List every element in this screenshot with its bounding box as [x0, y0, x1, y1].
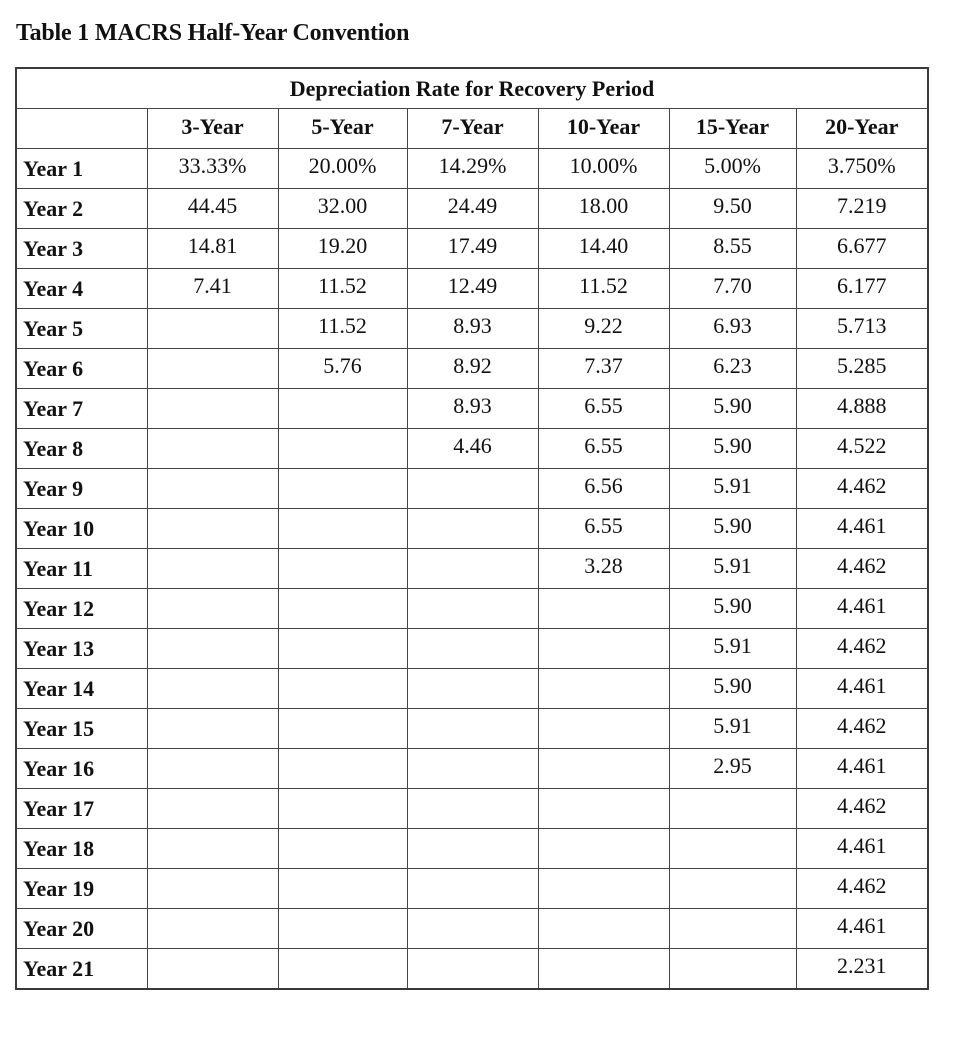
- rate-cell: [538, 669, 669, 709]
- table-row: [16, 309, 928, 349]
- rate-cell: [278, 389, 407, 429]
- column-header: [669, 109, 796, 149]
- column-header: [538, 109, 669, 149]
- rate-cell: [407, 829, 538, 869]
- row-label: Year 19: [16, 869, 147, 909]
- rate-cell: [796, 269, 928, 309]
- rate-cell: [407, 269, 538, 309]
- rate-cell: [278, 509, 407, 549]
- rate-cell: [796, 829, 928, 869]
- table-row: [16, 589, 928, 629]
- rate-value: 3.750%: [827, 152, 896, 178]
- table-row: [16, 749, 928, 789]
- table-row: [16, 949, 928, 990]
- rate-value: 6.55: [584, 392, 623, 418]
- rate-value: 10.00%: [569, 152, 638, 178]
- column-header-label: 15-Year: [695, 113, 770, 139]
- rate-value: 8.55: [713, 232, 752, 258]
- rate-value: 4.462: [837, 792, 887, 818]
- rate-cell: [669, 189, 796, 229]
- rate-cell: [669, 909, 796, 949]
- rate-cell: [669, 269, 796, 309]
- rate-cell: [147, 549, 278, 589]
- table-row: [16, 669, 928, 709]
- rate-cell: [147, 309, 278, 349]
- rate-cell: [538, 709, 669, 749]
- rate-cell: [407, 389, 538, 429]
- rate-cell: [278, 949, 407, 990]
- rate-value: 6.55: [584, 512, 623, 538]
- rate-value: 7.70: [713, 272, 752, 298]
- rate-cell: [147, 189, 278, 229]
- rate-cell: [147, 949, 278, 990]
- rate-value: 4.461: [837, 592, 887, 618]
- row-label: Year 17: [16, 789, 147, 829]
- rate-cell: [147, 789, 278, 829]
- rate-value: 12.49: [447, 272, 498, 298]
- rate-value: 14.40: [578, 232, 629, 258]
- rate-value: 7.37: [584, 352, 623, 378]
- column-header-row: [16, 109, 928, 149]
- rate-value: 14.81: [187, 232, 238, 258]
- rate-cell: [796, 589, 928, 629]
- rate-value: 11.52: [579, 272, 628, 298]
- rate-value: 6.177: [837, 272, 887, 298]
- rate-value: 11.52: [318, 272, 367, 298]
- rate-cell: [796, 509, 928, 549]
- rate-cell: [147, 429, 278, 469]
- rate-cell: [796, 349, 928, 389]
- rate-cell: [147, 269, 278, 309]
- rate-value: 5.91: [713, 632, 752, 658]
- rate-cell: [669, 869, 796, 909]
- rate-cell: [147, 149, 278, 189]
- rate-cell: [669, 429, 796, 469]
- table-row: [16, 269, 928, 309]
- rate-value: 4.461: [837, 672, 887, 698]
- rate-cell: [669, 149, 796, 189]
- rate-cell: [407, 669, 538, 709]
- rate-cell: [278, 349, 407, 389]
- rate-cell: [538, 869, 669, 909]
- rate-cell: [538, 469, 669, 509]
- table-caption: Table 1 MACRS Half-Year Convention: [16, 20, 410, 46]
- rate-cell: [407, 869, 538, 909]
- table-row: [16, 349, 928, 389]
- rate-cell: [796, 909, 928, 949]
- rate-cell: [278, 469, 407, 509]
- rate-value: 18.00: [578, 192, 629, 218]
- rate-cell: [147, 389, 278, 429]
- rate-value: 8.92: [453, 352, 492, 378]
- rate-cell: [278, 749, 407, 789]
- rate-cell: [669, 309, 796, 349]
- rate-cell: [407, 549, 538, 589]
- rate-value: 4.461: [837, 512, 887, 538]
- row-label: Year 21: [16, 949, 147, 990]
- rate-value: 6.677: [837, 232, 887, 258]
- rate-cell: [538, 389, 669, 429]
- rate-value: 4.522: [837, 432, 887, 458]
- rate-cell: [669, 389, 796, 429]
- rate-cell: [407, 709, 538, 749]
- rate-cell: [147, 749, 278, 789]
- rate-value: 5.91: [713, 472, 752, 498]
- rate-value: 5.285: [837, 352, 887, 378]
- rate-value: 4.462: [837, 552, 887, 578]
- table-row: [16, 549, 928, 589]
- row-label: Year 6: [16, 349, 147, 389]
- column-header-blank: [16, 109, 147, 149]
- rate-cell: [407, 749, 538, 789]
- rate-cell: [538, 229, 669, 269]
- rate-cell: [796, 869, 928, 909]
- rate-cell: [407, 429, 538, 469]
- rate-cell: [538, 309, 669, 349]
- rate-value: 4.461: [837, 912, 887, 938]
- table-row: [16, 149, 928, 189]
- rate-cell: [669, 229, 796, 269]
- rate-value: 32.00: [317, 192, 368, 218]
- rate-cell: [796, 629, 928, 669]
- table-row: [16, 709, 928, 749]
- rate-cell: [407, 589, 538, 629]
- column-header-label: 20-Year: [825, 113, 899, 139]
- rate-value: 4.461: [837, 752, 887, 778]
- table-body: [16, 149, 928, 990]
- rate-cell: [278, 589, 407, 629]
- rate-value: 5.713: [837, 312, 887, 338]
- rate-cell: [147, 229, 278, 269]
- row-label: Year 13: [16, 629, 147, 669]
- rate-cell: [407, 909, 538, 949]
- table-row: [16, 189, 928, 229]
- rate-value: 5.00%: [704, 152, 761, 178]
- rate-cell: [538, 149, 669, 189]
- rate-value: 4.46: [453, 432, 492, 458]
- rate-cell: [669, 669, 796, 709]
- rate-cell: [538, 589, 669, 629]
- row-label: Year 12: [16, 589, 147, 629]
- rate-cell: [538, 949, 669, 990]
- column-header: [147, 109, 278, 149]
- rate-cell: [147, 509, 278, 549]
- row-label: Year 20: [16, 909, 147, 949]
- rate-cell: [407, 629, 538, 669]
- rate-cell: [278, 709, 407, 749]
- table-row: [16, 389, 928, 429]
- rate-value: 4.888: [837, 392, 887, 418]
- rate-value: 5.91: [713, 712, 752, 738]
- rate-value: 19.20: [317, 232, 368, 258]
- rate-value: 6.55: [584, 432, 623, 458]
- rate-value: 4.462: [837, 712, 887, 738]
- row-label: Year 9: [16, 469, 147, 509]
- rate-cell: [407, 349, 538, 389]
- rate-cell: [669, 949, 796, 990]
- row-label: Year 10: [16, 509, 147, 549]
- rate-cell: [538, 549, 669, 589]
- rate-value: 8.93: [453, 312, 492, 338]
- rate-cell: [796, 949, 928, 990]
- column-header: [407, 109, 538, 149]
- rate-cell: [147, 909, 278, 949]
- rate-cell: [278, 789, 407, 829]
- rate-value: 2.95: [713, 752, 752, 778]
- rate-cell: [669, 589, 796, 629]
- rate-cell: [278, 829, 407, 869]
- table-row: [16, 429, 928, 469]
- rate-value: 44.45: [187, 192, 238, 218]
- rate-cell: [669, 709, 796, 749]
- rate-cell: [538, 909, 669, 949]
- rate-cell: [796, 389, 928, 429]
- column-header: [796, 109, 928, 149]
- rate-cell: [538, 349, 669, 389]
- rate-cell: [147, 869, 278, 909]
- table-row: [16, 629, 928, 669]
- column-header-label: 3-Year: [181, 113, 244, 139]
- row-label: Year 7: [16, 389, 147, 429]
- rate-cell: [147, 589, 278, 629]
- super-header-row: [16, 68, 928, 109]
- rate-cell: [538, 629, 669, 669]
- rate-value: 24.49: [447, 192, 498, 218]
- rate-cell: [278, 549, 407, 589]
- rate-value: 5.76: [323, 352, 362, 378]
- rate-cell: [796, 189, 928, 229]
- rate-value: 4.462: [837, 632, 887, 658]
- rate-cell: [147, 669, 278, 709]
- table-row: [16, 829, 928, 869]
- rate-cell: [796, 149, 928, 189]
- rate-cell: [147, 829, 278, 869]
- row-label: Year 1: [16, 149, 147, 189]
- table-row: [16, 789, 928, 829]
- rate-cell: [407, 189, 538, 229]
- rate-cell: [407, 509, 538, 549]
- rate-cell: [407, 789, 538, 829]
- row-label: Year 14: [16, 669, 147, 709]
- rate-cell: [407, 149, 538, 189]
- rate-value: 5.90: [713, 392, 752, 418]
- rate-value: 11.52: [318, 312, 367, 338]
- column-header-label: 7-Year: [441, 113, 504, 139]
- rate-value: 6.56: [584, 472, 623, 498]
- row-label: Year 2: [16, 189, 147, 229]
- rate-cell: [278, 149, 407, 189]
- rate-cell: [669, 629, 796, 669]
- rate-value: 8.93: [453, 392, 492, 418]
- table-row: [16, 469, 928, 509]
- rate-cell: [669, 349, 796, 389]
- row-label: Year 11: [16, 549, 147, 589]
- rate-value: 5.90: [713, 432, 752, 458]
- rate-value: 7.41: [193, 272, 232, 298]
- table-row: [16, 229, 928, 269]
- row-label: Year 8: [16, 429, 147, 469]
- rate-cell: [407, 469, 538, 509]
- rate-value: 20.00%: [308, 152, 377, 178]
- rate-cell: [538, 789, 669, 829]
- rate-value: 5.90: [713, 512, 752, 538]
- row-label: Year 5: [16, 309, 147, 349]
- rate-value: 4.462: [837, 872, 887, 898]
- rate-cell: [538, 509, 669, 549]
- rate-cell: [796, 469, 928, 509]
- rate-value: 2.231: [837, 952, 887, 978]
- rate-cell: [796, 549, 928, 589]
- column-header: [278, 109, 407, 149]
- rate-cell: [278, 669, 407, 709]
- table-row: [16, 909, 928, 949]
- rate-cell: [538, 429, 669, 469]
- rate-cell: [278, 309, 407, 349]
- rate-cell: [796, 229, 928, 269]
- rate-value: 4.461: [837, 832, 887, 858]
- rate-cell: [147, 629, 278, 669]
- rate-cell: [278, 269, 407, 309]
- rate-cell: [796, 749, 928, 789]
- rate-value: 3.28: [584, 552, 623, 578]
- rate-cell: [796, 709, 928, 749]
- rate-cell: [407, 229, 538, 269]
- rate-cell: [669, 509, 796, 549]
- rate-cell: [796, 309, 928, 349]
- rate-cell: [147, 349, 278, 389]
- rate-value: 9.50: [713, 192, 752, 218]
- rate-value: 6.23: [713, 352, 752, 378]
- row-label: Year 4: [16, 269, 147, 309]
- rate-cell: [669, 749, 796, 789]
- rate-value: 4.462: [837, 472, 887, 498]
- rate-cell: [147, 469, 278, 509]
- row-label: Year 16: [16, 749, 147, 789]
- rate-value: 9.22: [584, 312, 623, 338]
- rate-cell: [669, 469, 796, 509]
- rate-cell: [278, 869, 407, 909]
- table-row: [16, 869, 928, 909]
- rate-value: 5.91: [713, 552, 752, 578]
- rate-cell: [796, 669, 928, 709]
- rate-cell: [278, 229, 407, 269]
- row-label: Year 18: [16, 829, 147, 869]
- rate-cell: [278, 189, 407, 229]
- rate-cell: [538, 749, 669, 789]
- super-header: Depreciation Rate for Recovery Period: [16, 68, 928, 109]
- rate-cell: [796, 429, 928, 469]
- row-label: Year 15: [16, 709, 147, 749]
- rate-value: 5.90: [713, 592, 752, 618]
- rate-cell: [538, 829, 669, 869]
- column-header-label: 5-Year: [311, 113, 374, 139]
- rate-cell: [669, 549, 796, 589]
- table-row: [16, 509, 928, 549]
- rate-value: 7.219: [837, 192, 887, 218]
- rate-cell: [669, 829, 796, 869]
- rate-value: 17.49: [447, 232, 498, 258]
- rate-value: 33.33%: [178, 152, 247, 178]
- rate-cell: [278, 909, 407, 949]
- rate-value: 5.90: [713, 672, 752, 698]
- rate-cell: [669, 789, 796, 829]
- rate-cell: [278, 429, 407, 469]
- row-label: Year 3: [16, 229, 147, 269]
- rate-cell: [538, 189, 669, 229]
- macrs-depreciation-table: [15, 67, 929, 990]
- rate-cell: [278, 629, 407, 669]
- column-header-label: 10-Year: [566, 113, 641, 139]
- rate-cell: [147, 709, 278, 749]
- rate-cell: [796, 789, 928, 829]
- rate-cell: [407, 949, 538, 990]
- rate-value: 6.93: [713, 312, 752, 338]
- rate-cell: [407, 309, 538, 349]
- rate-value: 14.29%: [438, 152, 507, 178]
- rate-cell: [538, 269, 669, 309]
